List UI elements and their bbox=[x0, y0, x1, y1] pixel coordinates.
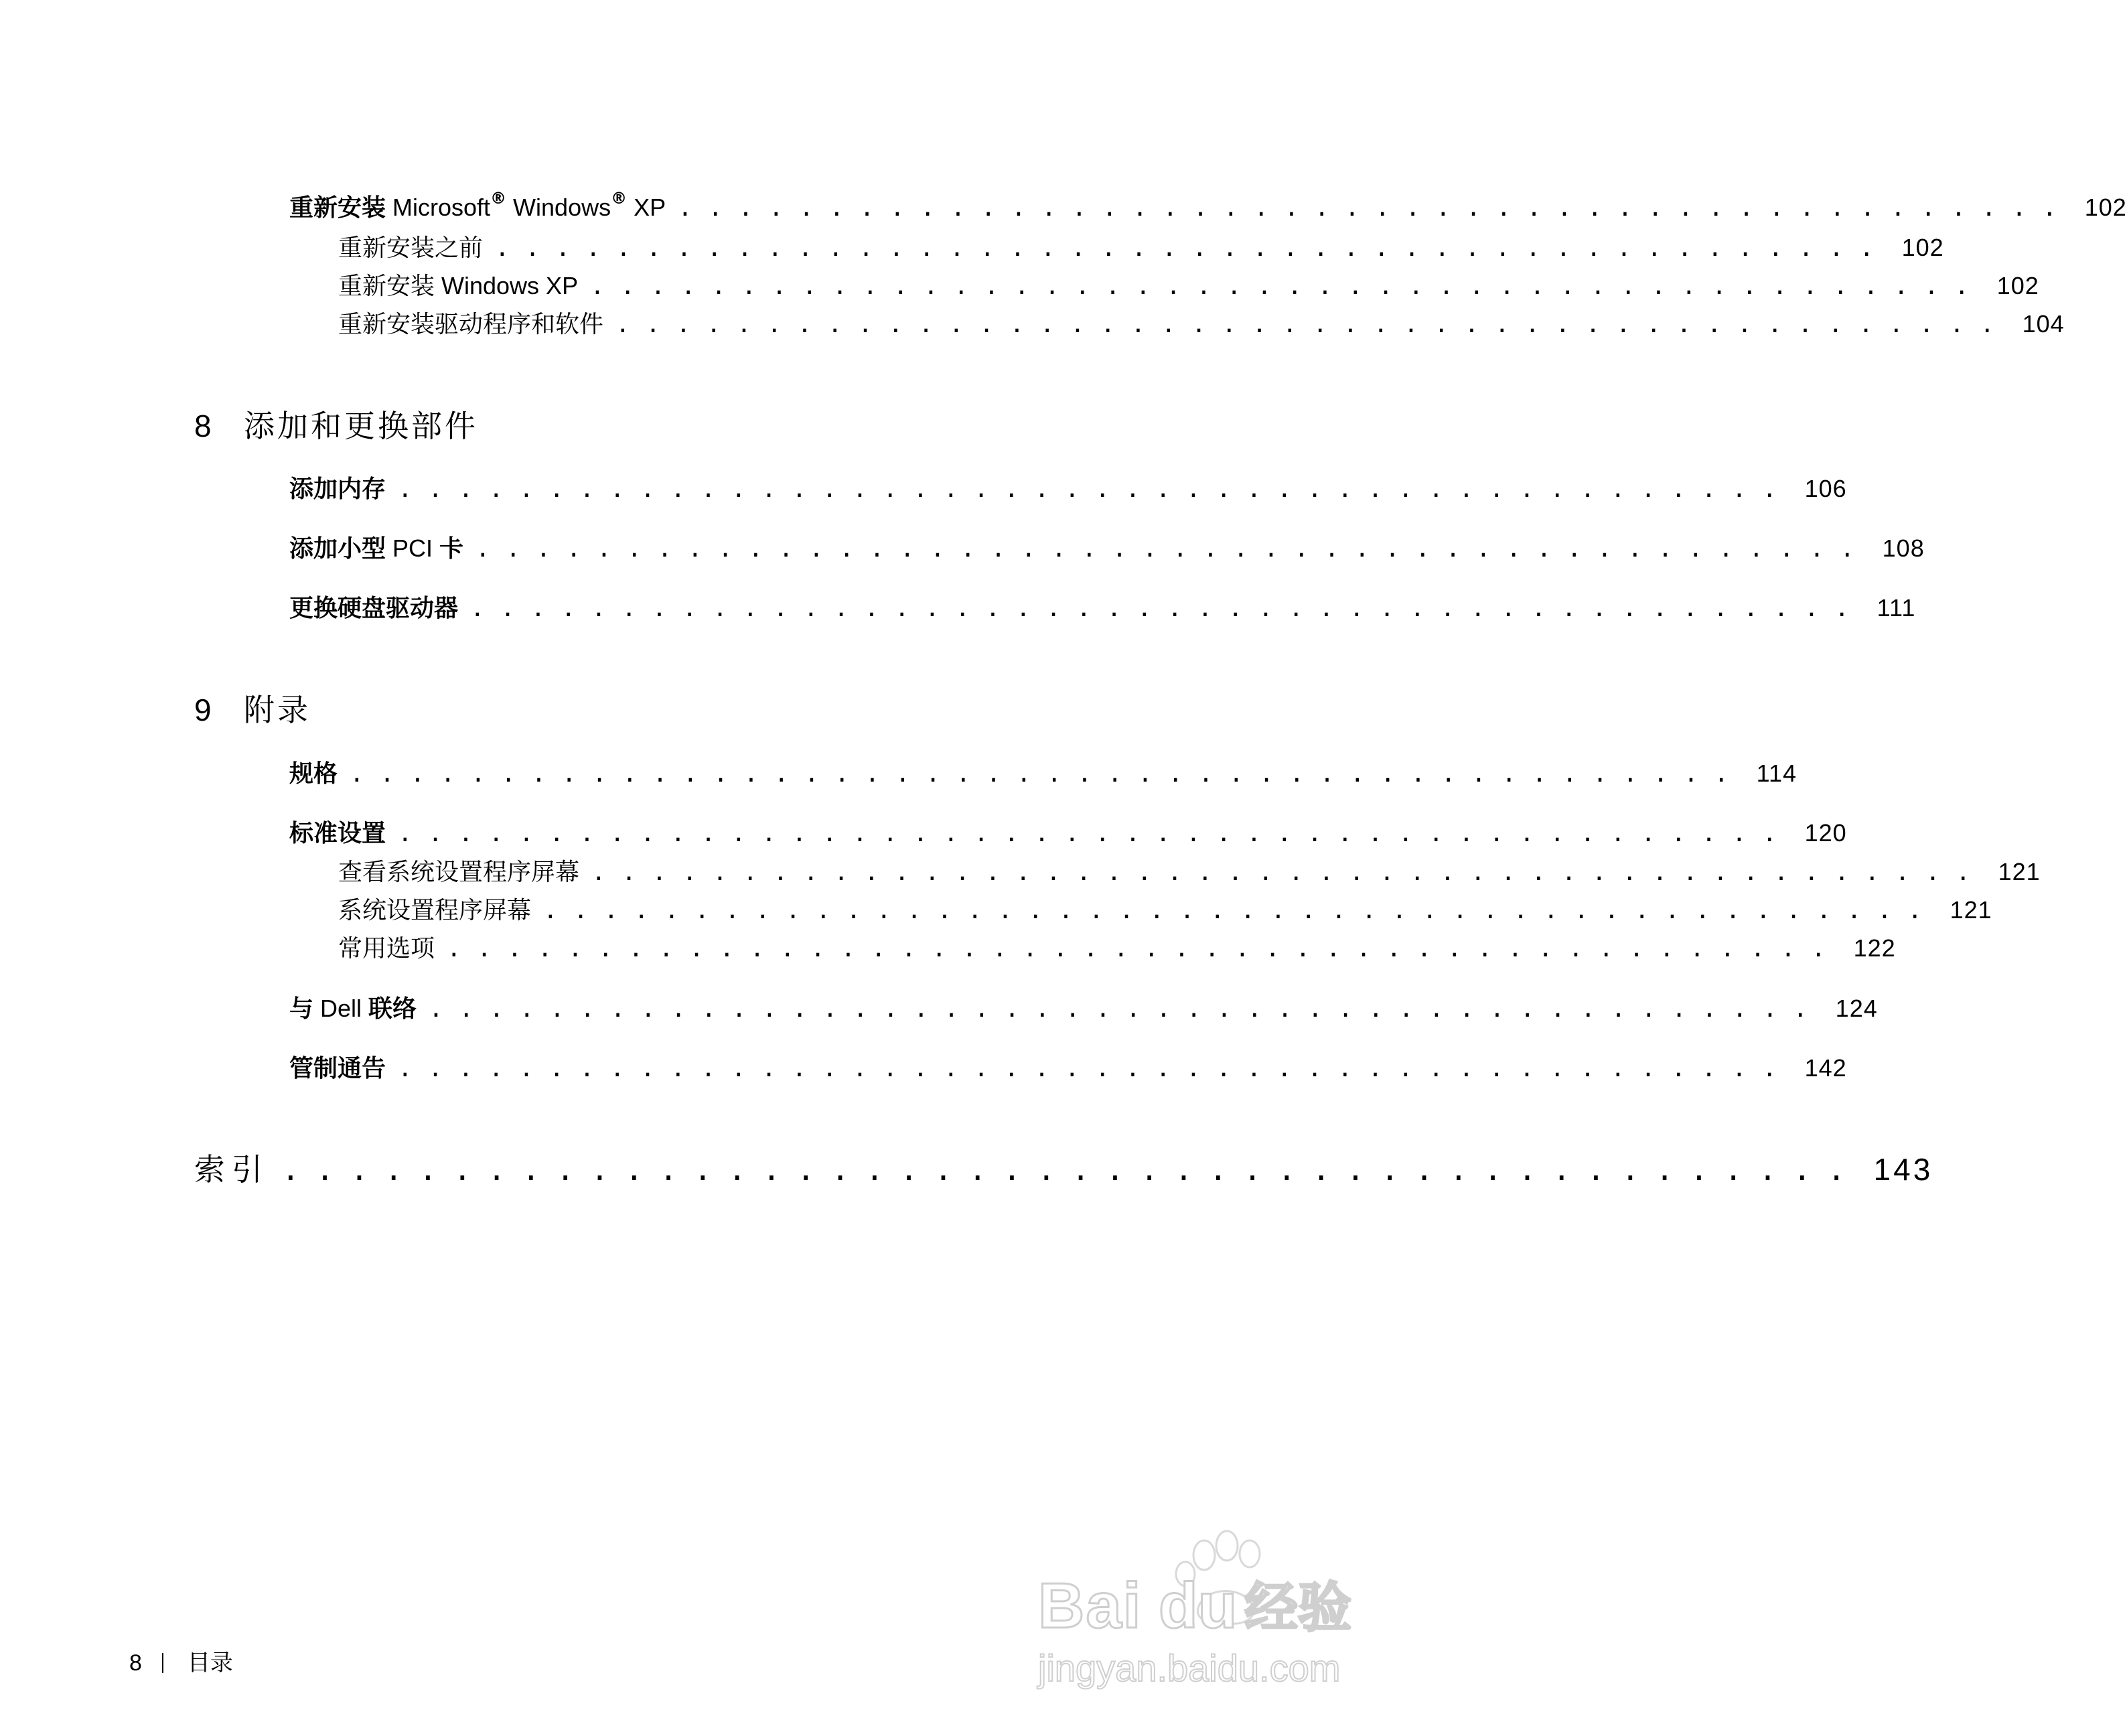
toc-entry-add-memory[interactable] bbox=[289, 470, 1847, 504]
dot-leader: .............................................. bbox=[495, 234, 1890, 262]
toc-page-number: 102 bbox=[1996, 272, 2039, 299]
chapter-9-heading[interactable] bbox=[194, 686, 311, 730]
dot-leader: .............................................. bbox=[543, 897, 1938, 924]
baidu-watermark-logo bbox=[1031, 1527, 1380, 1694]
toc-entry-view-setup-screen[interactable] bbox=[338, 853, 2041, 887]
toc-entry-label: 标准设置 bbox=[289, 820, 386, 847]
watermark-brand-zh: 经验 bbox=[1244, 1577, 1351, 1639]
toc-page-number: 120 bbox=[1804, 819, 1847, 847]
dot-leader: .............................................. bbox=[398, 820, 1793, 847]
toc-entry-specs[interactable] bbox=[289, 755, 1798, 789]
toc-entry-label: 常用选项 bbox=[338, 935, 435, 962]
toc-entry-reinstall-drivers[interactable] bbox=[338, 305, 2065, 340]
toc-entry-setup-screen[interactable] bbox=[338, 891, 1992, 926]
toc-page-number: 142 bbox=[1804, 1054, 1847, 1082]
toc-entry-label: 重新安装 Windows XP bbox=[338, 272, 579, 300]
dot-leader: .............................................. bbox=[590, 273, 1985, 300]
dot-leader: .............................................. bbox=[447, 935, 1842, 962]
dot-leader: .............................................. bbox=[398, 1055, 1793, 1082]
footer-section: 目录 bbox=[187, 1650, 233, 1676]
toc-entry-label: 添加小型 PCI 卡 bbox=[289, 534, 464, 563]
toc-entry-label: 重新安装 Microsoft® Windows® XP bbox=[289, 189, 666, 222]
toc-entry-replace-hdd[interactable] bbox=[289, 589, 1916, 624]
toc-entry-label: 规格 bbox=[289, 760, 338, 788]
toc-entry-label: 重新安装之前 bbox=[338, 234, 484, 262]
toc-entry-label: 管制通告 bbox=[289, 1055, 386, 1082]
toc-entry-label: 查看系统设置程序屏幕 bbox=[338, 859, 580, 886]
toc-page-number: 102 bbox=[2084, 194, 2127, 221]
toc-page-number: 143 bbox=[1873, 1152, 1933, 1187]
toc-entry-before-reinstall[interactable] bbox=[338, 229, 1944, 263]
toc-page-number: 108 bbox=[1882, 534, 1925, 562]
chapter-title: 附录 bbox=[244, 692, 311, 728]
toc-page-number: 111 bbox=[1877, 594, 1916, 622]
chapter-title: 添加和更换部件 bbox=[244, 408, 478, 444]
toc-entry-reinstall-winxp[interactable] bbox=[338, 267, 2039, 301]
chapter-number: 9 bbox=[194, 693, 214, 727]
toc-entry-label: 与 Dell 联络 bbox=[289, 995, 417, 1023]
toc-page-number: 106 bbox=[1804, 475, 1847, 502]
page-footer bbox=[129, 1644, 233, 1677]
toc-entry-contact-dell[interactable] bbox=[289, 990, 1878, 1024]
toc-entry-reinstall-windows[interactable] bbox=[289, 189, 2127, 223]
toc-entry-index[interactable] bbox=[194, 1145, 1933, 1189]
dot-leader: .............................................. bbox=[398, 476, 1793, 503]
toc-page-number: 102 bbox=[1901, 234, 1944, 261]
toc-entry-regulatory[interactable] bbox=[289, 1050, 1847, 1084]
dot-leader: .............................................. bbox=[281, 1151, 1862, 1187]
toc-page-number: 121 bbox=[1998, 858, 2041, 885]
dot-leader: .............................................. bbox=[350, 760, 1745, 788]
watermark-url: jingyan.baidu.com bbox=[1038, 1647, 1341, 1689]
toc-entry-add-mini-pci[interactable] bbox=[289, 530, 1925, 564]
watermark-brand-text: Bai bbox=[1038, 1570, 1143, 1642]
toc-page-number: 104 bbox=[2022, 310, 2065, 338]
footer-separator bbox=[162, 1653, 163, 1673]
toc-page-number: 122 bbox=[1853, 934, 1896, 962]
toc-entry-standard-settings[interactable] bbox=[289, 814, 1847, 849]
dot-leader: .............................................. bbox=[591, 859, 1986, 886]
watermark-brand-text-2: du bbox=[1159, 1570, 1238, 1642]
toc-entry-label: 重新安装驱动程序和软件 bbox=[338, 311, 604, 338]
toc-page-number: 121 bbox=[1950, 896, 1992, 924]
dot-leader: .............................................. bbox=[429, 995, 1824, 1023]
toc-entry-common-options[interactable] bbox=[338, 930, 1896, 964]
dot-leader: .............................................. bbox=[470, 595, 1865, 622]
chapter-8-heading[interactable] bbox=[194, 402, 478, 446]
dot-leader: .............................................. bbox=[475, 535, 1871, 563]
toc-page-number: 114 bbox=[1756, 760, 1798, 787]
toc-entry-label: 索引 bbox=[194, 1151, 269, 1187]
toc-entry-label: 添加内存 bbox=[289, 476, 386, 503]
dot-leader: .............................................. bbox=[678, 194, 2073, 222]
toc-page-number: 124 bbox=[1835, 995, 1878, 1022]
dot-leader: .............................................. bbox=[615, 311, 2010, 338]
toc-entry-label: 系统设置程序屏幕 bbox=[338, 897, 532, 924]
toc-entry-label: 更换硬盘驱动器 bbox=[289, 595, 459, 622]
footer-page-number: 8 bbox=[129, 1650, 142, 1676]
chapter-number: 8 bbox=[194, 409, 214, 443]
